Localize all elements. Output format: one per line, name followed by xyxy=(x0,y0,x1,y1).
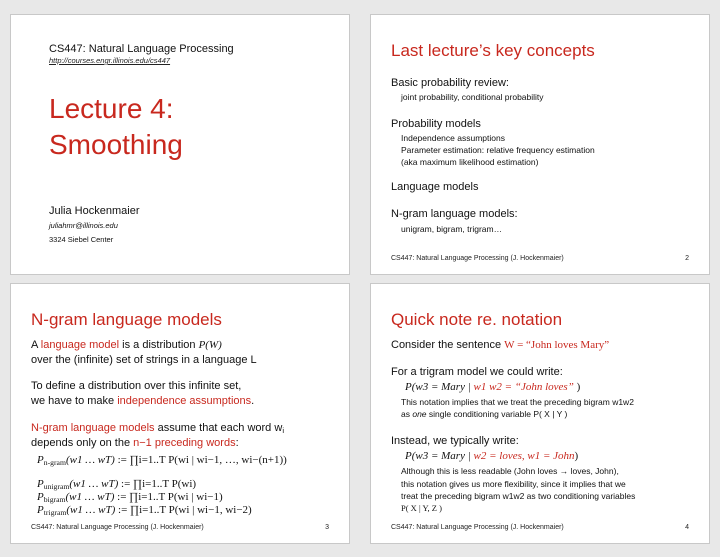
concept-detail: Parameter estimation: relative frequency estimation xyxy=(401,145,595,155)
concept-detail: joint probability, conditional probability xyxy=(401,92,544,102)
concept-detail: (aka maximum likelihood estimation) xyxy=(401,157,539,167)
slide-title: Quick note re. notation xyxy=(391,310,563,329)
unigram-formula: $P_{unigram}(w1$ … wT) := ∏i=1..T P(wi) xyxy=(37,478,197,491)
slide-3 xyxy=(10,283,350,544)
page-number: 2 xyxy=(685,255,689,262)
course-name: CS447: Natural Language Processing xyxy=(49,43,234,55)
concept-heading: Language models xyxy=(391,181,479,193)
slide-title: N-gram language models xyxy=(31,310,222,329)
lecture-title-line2: Smoothing xyxy=(49,129,183,160)
course-url[interactable]: http://courses.engr.illinois.edu/cs447 xyxy=(49,56,171,65)
body-line: To define a distribution over this infinite set, xyxy=(31,380,242,392)
bigram-formula: $P_{bigram}(w1$ … wT) := ∏i=1..T P(wi | wi−1) xyxy=(37,491,223,504)
note-line: this notation gives us more flexibility, since it implies that we xyxy=(401,479,626,489)
page-number: 3 xyxy=(325,524,329,531)
slide-1 xyxy=(10,14,350,275)
slide-title: Last lecture’s key concepts xyxy=(391,41,595,60)
concept-detail: Independence assumptions xyxy=(401,133,505,143)
lecture-title-line1: Lecture 4: xyxy=(49,93,174,124)
author-office: 3324 Siebel Center xyxy=(49,235,114,244)
body-line: Consider the sentence W = “John loves Mary” xyxy=(391,339,610,351)
body-line: For a trigram model we could write: xyxy=(391,366,563,378)
concept-heading: Basic probability review: xyxy=(391,77,509,89)
author-email: juliahmr@illinois.edu xyxy=(49,221,118,230)
body-line: N-gram language models assume that each word $w_i$ xyxy=(31,422,285,435)
concept-heading: Probability models xyxy=(391,118,481,130)
note-line: P( X | Y, Z ) xyxy=(401,503,442,513)
trigram-formula: $P_{trigram}(w1$ … wT) := ∏i=1..T P(wi | wi−1, wi−2) xyxy=(37,504,252,517)
body-line: Instead, we typically write: xyxy=(391,435,519,447)
ngram-formula: $P_{n-gram}(w1$ … wT) := ∏i=1..T P(wi | wi−1, …, wi−(n+1)) xyxy=(37,454,287,467)
note-line: as one single conditioning variable P( X | Y ) xyxy=(401,409,568,419)
page-number: 4 xyxy=(685,524,689,531)
definition-line: A language model is a distribution P(W) xyxy=(31,339,222,351)
slide-footer: CS447: Natural Language Processing (J. Hockenmaier) xyxy=(391,255,564,262)
note-line: Although this is less readable (John loves → loves, John), xyxy=(401,466,619,476)
slide-4 xyxy=(370,283,710,544)
definition-line: over the (infinite) set of strings in a language L xyxy=(31,354,257,366)
author-name: Julia Hockenmaier xyxy=(49,205,140,217)
concept-detail: unigram, bigram, trigram… xyxy=(401,224,503,234)
trigram-notation-2: P(w3 = Mary | w2 = loves, w1 = John) xyxy=(405,450,579,462)
note-line: treat the preceding bigram w1w2 as two conditioning variables xyxy=(401,491,636,501)
slide-2 xyxy=(370,14,710,275)
slide-footer: CS447: Natural Language Processing (J. Hockenmaier) xyxy=(31,524,204,531)
slide-footer: CS447: Natural Language Processing (J. Hockenmaier) xyxy=(391,524,564,531)
body-line: we have to make independence assumptions. xyxy=(31,395,255,407)
concept-heading: N-gram language models: xyxy=(391,208,518,220)
note-line: This notation implies that we treat the preceding bigram w1w2 xyxy=(401,397,634,407)
body-line: depends only on the n−1 preceding words: xyxy=(31,437,239,449)
trigram-notation-1: P(w3 = Mary | w1 w2 = “John loves” ) xyxy=(405,381,581,393)
